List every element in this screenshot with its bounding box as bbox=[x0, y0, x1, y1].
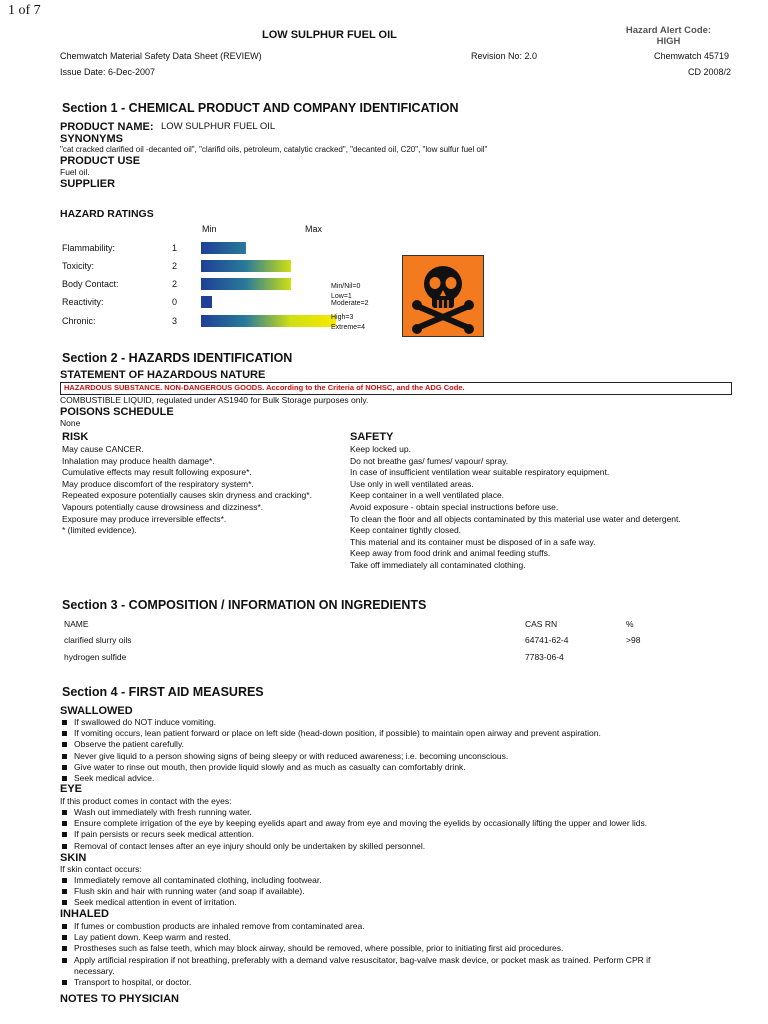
safety-item: Keep container in a well ventilated place. bbox=[350, 490, 505, 501]
synonyms-value: "cat cracked clarified oil -decanted oil", "clarifid oils, petroleum, catalytic cracked", "decanted oil, C20", "low sulfur fuel oil" bbox=[60, 145, 488, 154]
swallowed-item: If vomiting occurs, lean patient forward or place on left side (head-down position, if possible) to maintain open airway and prevent aspiration. bbox=[62, 728, 601, 739]
rating-bar-reactivity bbox=[201, 296, 212, 308]
rating-min-label: Min bbox=[202, 224, 217, 234]
rating-bar-body-contact bbox=[201, 278, 291, 290]
swallowed-item: Seek medical advice. bbox=[62, 773, 601, 784]
risk-list bbox=[62, 444, 312, 537]
rating-value-flammability: 1 bbox=[172, 243, 178, 253]
risk-item: * (limited evidence). bbox=[62, 525, 137, 536]
safety-item: Keep container tightly closed. bbox=[350, 525, 462, 536]
rating-value-reactivity: 0 bbox=[172, 297, 178, 307]
risk-item: Inhalation may produce health damage*. bbox=[62, 455, 215, 466]
skin-list bbox=[62, 875, 322, 909]
table-header-percent: % bbox=[626, 619, 634, 629]
rating-value-toxicity: 2 bbox=[172, 261, 178, 271]
skin-item: Immediately remove all contaminated clothing, including footwear. bbox=[62, 875, 322, 886]
statement-label: STATEMENT OF HAZARDOUS NATURE bbox=[60, 369, 266, 381]
swallowed-item: Never give liquid to a person showing signs of being sleepy or with reduced awareness; i.e. becoming unconscious. bbox=[62, 751, 601, 762]
safety-item: Use only in well ventilated areas. bbox=[350, 478, 474, 489]
skin-intro: If skin contact occurs: bbox=[60, 864, 142, 874]
hazard-alert-value: HIGH bbox=[656, 36, 681, 47]
table-cell-cas: 7783-06-4 bbox=[525, 652, 564, 662]
rating-max-label: Max bbox=[305, 224, 323, 234]
section-1-heading: Section 1 - CHEMICAL PRODUCT AND COMPANY IDENTIFICATION bbox=[62, 101, 459, 115]
supplier-label: SUPPLIER bbox=[60, 178, 116, 190]
safety-item: Avoid exposure - obtain special instructions before use. bbox=[350, 501, 559, 512]
hazard-warning-box bbox=[60, 382, 732, 395]
risk-label: RISK bbox=[62, 431, 89, 443]
inhaled-item: If fumes or combustion products are inhaled remove from contaminated area. bbox=[62, 921, 650, 932]
table-header-name: NAME bbox=[64, 619, 89, 629]
swallowed-item: Observe the patient carefully. bbox=[62, 739, 601, 750]
swallowed-list bbox=[62, 717, 601, 784]
safety-item: In case of insufficient ventilation wear suitable respiratory equipment. bbox=[350, 467, 610, 478]
inhaled-item: Apply artificial respiration if not breathing, preferably with a demand valve resuscitator, bag-valve mask device, or pocket mask as trained. Perform CPR if bbox=[62, 955, 650, 966]
table-cell-percent: >98 bbox=[626, 635, 641, 645]
safety-label: SAFETY bbox=[350, 431, 394, 443]
eye-label: EYE bbox=[60, 783, 83, 795]
safety-item: Keep away from food drink and animal feeding stuffs. bbox=[350, 548, 551, 559]
safety-item: This material and its container must be disposed of in a safe way. bbox=[350, 536, 596, 547]
safety-item: Take off immediately all contaminated clothing. bbox=[350, 559, 526, 570]
rating-label-toxicity: Toxicity: bbox=[62, 261, 95, 271]
safety-list bbox=[350, 444, 681, 572]
risk-item: Vapours potentially cause drowsiness and dizziness*. bbox=[62, 501, 264, 512]
inhaled-list bbox=[62, 921, 650, 988]
rating-label-body-contact: Body Contact: bbox=[62, 279, 119, 289]
swallowed-item: Give water to rinse out mouth, then provide liquid slowly and as much as casualty can comfortably drink. bbox=[62, 762, 601, 773]
msds-label: Chemwatch Material Safety Data Sheet (REVIEW) bbox=[60, 51, 262, 61]
table-cell-cas: 64741-62-4 bbox=[525, 635, 569, 645]
risk-item: May produce discomfort of the respiratory system*. bbox=[62, 478, 254, 489]
notes-to-physician-label: NOTES TO PHYSICIAN bbox=[60, 993, 179, 1005]
inhaled-continuation: necessary. bbox=[74, 965, 115, 976]
product-name-value: LOW SULPHUR FUEL OIL bbox=[161, 121, 276, 132]
skull-crossbones-icon bbox=[402, 255, 484, 337]
rating-label-reactivity: Reactivity: bbox=[62, 297, 104, 307]
document-title: LOW SULPHUR FUEL OIL bbox=[262, 29, 397, 41]
table-cell-name: clarified slurry oils bbox=[64, 635, 132, 645]
table-header-cas: CAS RN bbox=[525, 619, 558, 629]
rating-bar-toxicity bbox=[201, 260, 291, 272]
hazard-alert-label: Hazard Alert Code: bbox=[625, 25, 712, 36]
eye-list bbox=[62, 807, 647, 852]
rating-bar-chronic bbox=[201, 315, 336, 327]
eye-item: Removal of contact lenses after an eye injury should only be undertaken by skilled personnel. bbox=[62, 841, 647, 852]
product-use-value: Fuel oil. bbox=[60, 167, 90, 177]
rating-bar-flammability bbox=[201, 242, 246, 254]
poisons-schedule-value: None bbox=[60, 418, 81, 428]
eye-intro: If this product comes in contact with the eyes: bbox=[60, 796, 232, 806]
rating-legend bbox=[331, 282, 369, 333]
skin-label: SKIN bbox=[60, 852, 87, 864]
eye-item: If pain persists or recurs seek medical attention. bbox=[62, 829, 647, 840]
inhaled-label: INHALED bbox=[60, 908, 109, 920]
eye-item: Ensure complete irrigation of the eye by keeping eyelids apart and away from eye and moving the eyelids by occasionally lifting the upper and lower lids. bbox=[62, 818, 647, 829]
hazard-warning-text: HAZARDOUS SUBSTANCE. NON-DANGEROUS GOODS. According to the Criteria of NOHSC, and the ADG Code. bbox=[64, 383, 465, 392]
page-number: 1 of 7 bbox=[8, 3, 41, 18]
risk-item: Exposure may produce irreversible effects*. bbox=[62, 513, 227, 524]
section-4-heading: Section 4 - FIRST AID MEASURES bbox=[62, 685, 264, 699]
risk-item: May cause CANCER. bbox=[62, 444, 144, 454]
table-cell-name: hydrogen sulfide bbox=[64, 652, 127, 662]
inhaled-item: Transport to hospital, or doctor. bbox=[62, 977, 650, 988]
swallowed-label: SWALLOWED bbox=[60, 705, 133, 717]
rating-label-flammability: Flammability: bbox=[62, 243, 116, 253]
inhaled-item: Prostheses such as false teeth, which may block airway, should be removed, where possible, prior to initiating first aid procedures. bbox=[62, 943, 650, 954]
combustible-statement: COMBUSTIBLE LIQUID, regulated under AS1940 for Bulk Storage purposes only. bbox=[60, 395, 369, 405]
safety-item: Keep locked up. bbox=[350, 444, 411, 454]
chemwatch-id: Chemwatch 45719 bbox=[654, 51, 730, 61]
legend-item: Min/Nil=0 bbox=[331, 283, 361, 290]
cd-number: CD 2008/2 bbox=[688, 67, 732, 77]
product-use-label: PRODUCT USE bbox=[60, 155, 141, 167]
legend-item: Low=1 bbox=[331, 292, 352, 300]
product-name-label: PRODUCT NAME: bbox=[60, 121, 154, 133]
swallowed-item: If swallowed do NOT induce vomiting. bbox=[62, 717, 601, 728]
inhaled-item: Lay patient down. Keep warm and rested. bbox=[62, 932, 650, 943]
rating-label-chronic: Chronic: bbox=[62, 316, 96, 326]
safety-item: To clean the floor and all objects contaminated by this material use water and detergent. bbox=[350, 513, 681, 524]
skin-item: Flush skin and hair with running water (and soap if available). bbox=[62, 886, 322, 897]
section-3-heading: Section 3 - COMPOSITION / INFORMATION ON INGREDIENTS bbox=[62, 598, 427, 612]
eye-item: Wash out immediately with fresh running water. bbox=[62, 807, 647, 818]
safety-item: Do not breathe gas/ fumes/ vapour/ spray. bbox=[350, 455, 509, 466]
legend-item: Extreme=4 bbox=[331, 324, 366, 331]
issue-date: Issue Date: 6-Dec-2007 bbox=[60, 67, 156, 77]
risk-item: Cumulative effects may result following exposure*. bbox=[62, 467, 252, 478]
hazard-alert-code bbox=[606, 25, 731, 47]
risk-item: Repeated exposure potentially causes skin dryness and cracking*. bbox=[62, 490, 312, 501]
legend-item: High=3 bbox=[331, 313, 354, 321]
legend-item: Moderate=2 bbox=[331, 300, 369, 307]
section-2-heading: Section 2 - HAZARDS IDENTIFICATION bbox=[62, 351, 293, 365]
hazard-ratings-label: HAZARD RATINGS bbox=[60, 208, 154, 220]
rating-value-chronic: 3 bbox=[172, 316, 178, 326]
skin-item: Seek medical attention in event of irritation. bbox=[62, 897, 322, 908]
rating-value-body-contact: 2 bbox=[172, 279, 178, 289]
revision-number: Revision No: 2.0 bbox=[471, 51, 538, 61]
synonyms-label: SYNONYMS bbox=[60, 133, 123, 145]
poisons-schedule-label: POISONS SCHEDULE bbox=[60, 406, 174, 418]
